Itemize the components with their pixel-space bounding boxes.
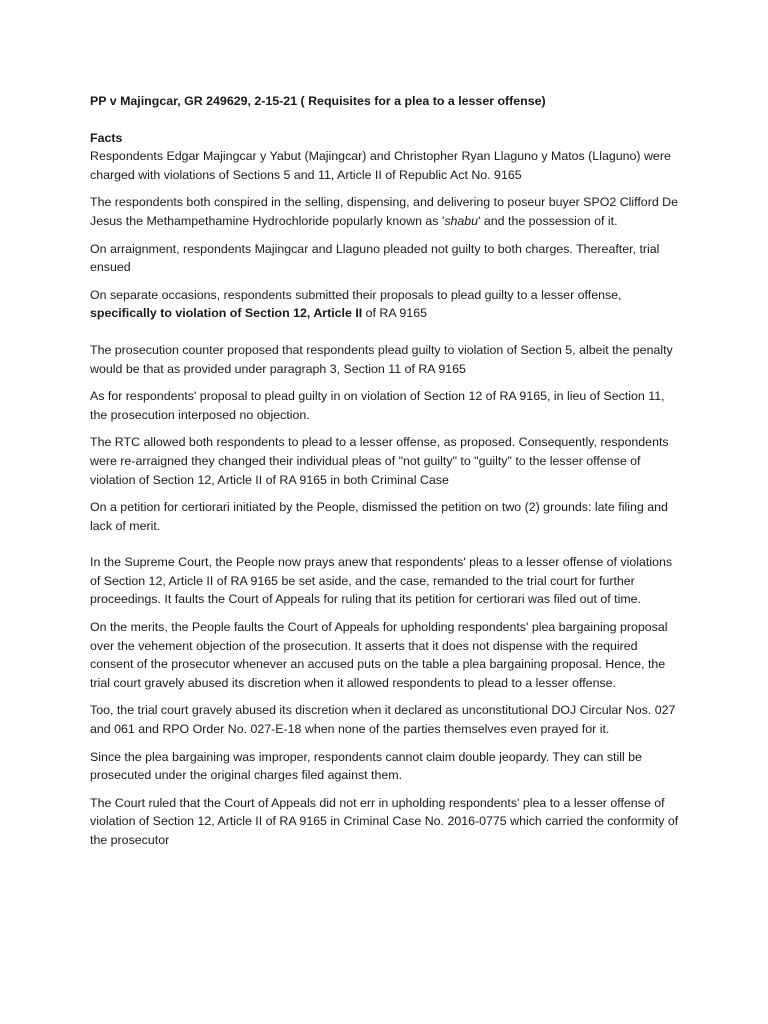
paragraph-proposals-tail: of RA 9165 xyxy=(362,306,427,321)
paragraph-conspiracy xyxy=(90,193,682,230)
paragraph-rtc-allowed: The RTC allowed both respondents to plead to a lesser offense, as proposed. Consequently, respondents were re-arraigned they changed their individual pleas of "not guilty" to "guilty" to the lesser offense of violation of Section 12, Article II of RA 9165 in both Criminal Case xyxy=(90,435,669,487)
paragraph-double-jeopardy: Since the plea bargaining was improper, respondents cannot claim double jeopardy. They can still be prosecuted under the original charges filed against them. xyxy=(90,749,642,783)
bold-section-12: specifically to violation of Section 12, Article II xyxy=(90,306,363,321)
paragraph-conspiracy-tail: ' and the possession of it. xyxy=(478,213,618,228)
paragraph-certiorari: On a petition for certiorari initiated by the People, dismissed the petition on two (2) grounds: late filing and lack of merit. xyxy=(90,500,668,533)
paragraph-doj-circular: Too, the trial court gravely abused its discretion when it declared as unconstitutional DOJ Circular Nos. 027 and 061 and RPO Order No. 027-E-18 when none of the parties themselves even prayed for it. xyxy=(90,703,676,737)
paragraph-proposals xyxy=(90,286,682,323)
paragraph-no-objection: As for respondents' proposal to plead guilty in on violation of Section 12 of RA 9165, in lieu of Section 11, the prosecution interposed no objection. xyxy=(90,389,665,422)
facts-heading: Facts xyxy=(90,130,123,145)
document-title: PP v Majingcar, GR 249629, 2-15-21 ( Requisites for a plea to a lesser offense) xyxy=(90,94,546,108)
paragraph-respondents-charged: Respondents Edgar Majingcar y Yabut (Majingcar) and Christopher Ryan Llaguno y Matos (Llaguno) were charged with violations of Sections 5 and 11, Article II of Republic Act No. 9165 xyxy=(90,149,671,182)
paragraph-arraignment: On arraignment, respondents Majingcar and Llaguno pleaded not guilty to both charges. Thereafter, trial ensued xyxy=(90,241,660,275)
paragraph-proposals-text: On separate occasions, respondents submitted their proposals to plead guilty to a lesser offense, xyxy=(90,287,622,302)
paragraph-supreme-court: In the Supreme Court, the People now prays anew that respondents' pleas to a lesser offense of violations of Section 12, Article II of RA 9165 be set aside, and the case, remanded to the trial court for further proceedings. It faults the Court of Appeals for ruling that its petition for certiorari was filed out of time. xyxy=(90,555,673,607)
italic-term-shabu: shabu xyxy=(444,213,479,228)
paragraph-counter-proposal: The prosecution counter proposed that respondents plead guilty to violation of Section 5, albeit the penalty would be that as provided under paragraph 3, Section 11 of RA 9165 xyxy=(90,342,673,376)
paragraph-court-ruling: The Court ruled that the Court of Appeals did not err in upholding respondents' plea to a lesser offense of violation of Section 12, Article II of RA 9165 in Criminal Case No. 2016-0775 which carried the conformity of the prosecutor xyxy=(90,795,679,847)
document-page xyxy=(90,92,682,859)
paragraph-conspiracy-text: The respondents both conspired in the selling, dispensing, and delivering to poseur buyer SPO2 Clifford De Jesus the Methampethamine Hydrochloride popularly known as ' xyxy=(90,195,678,228)
paragraph-merits: On the merits, the People faults the Court of Appeals for upholding respondents' plea bargaining proposal over the vehement objection of the prosecution. It asserts that it does not dispense with the required consent of the prosecutor whenever an accused puts on the table a plea bargaining proposal. Hence, the trial court gravely abused its discretion when it allowed respondents to plead to a lesser offense. xyxy=(90,620,668,690)
